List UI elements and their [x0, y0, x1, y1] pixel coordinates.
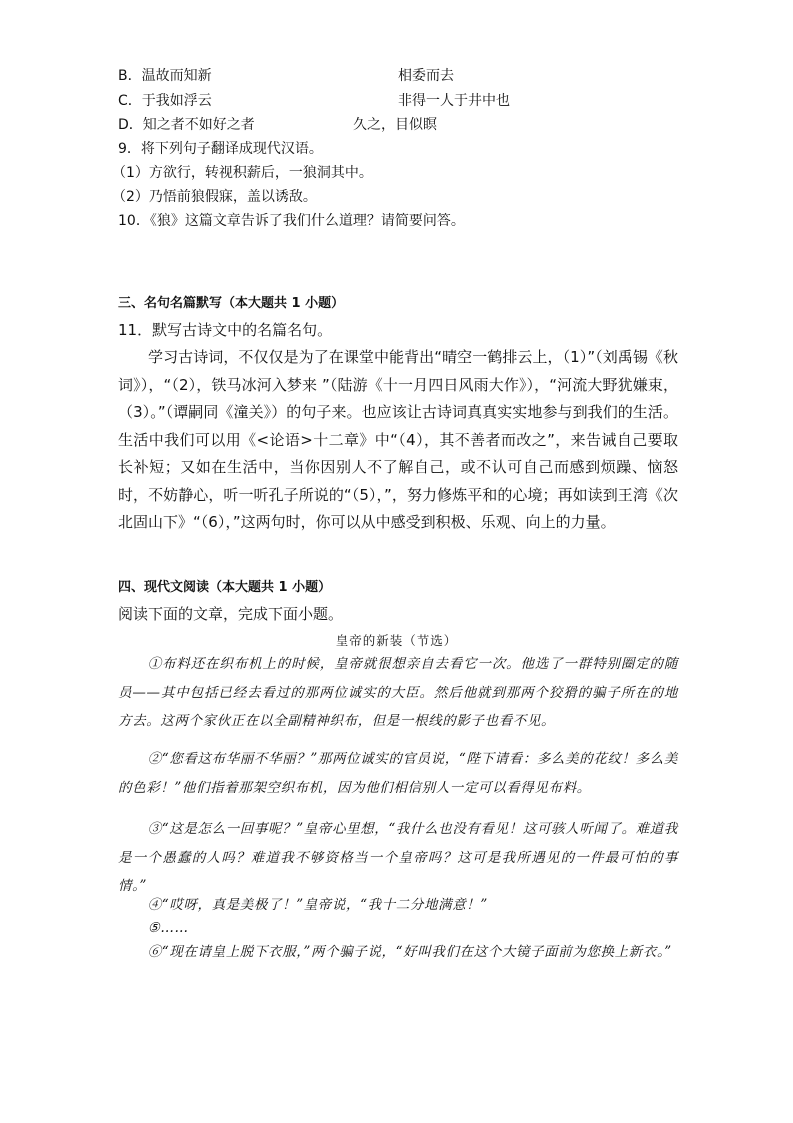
- reading-instruction: 阅读下面的文章，完成下面小题。: [118, 605, 344, 623]
- story-paragraph-3: ③“这是怎么一回事呢？”皇帝心里想，“我什么也没有看见！这可骇人听闻了。难道我是一个愚蠢的人吗？难道我不够资格当一个皇帝吗？这可是我所遇见的一件最可怕的事情。”: [118, 821, 678, 894]
- story-paragraph-6: ⑥“现在请皇上脱下衣服，”两个骗子说，“好叫我们在这个大镜子面前为您换上新衣。”: [147, 944, 672, 960]
- story-paragraph-5: ⑤……: [147, 920, 189, 936]
- q9-stem: 9．将下列句子翻译成现代汉语。: [118, 141, 323, 157]
- section-4-heading: 四、现代文阅读（本大题共 1 小题）: [118, 580, 332, 595]
- q8-option-c-pair: 非得一人于井中也: [398, 93, 510, 109]
- q9-item-1: （1）方欲行，转视积薪后，一狼洞其中。: [112, 165, 373, 181]
- story-paragraph-4: ④“哎呀，真是美极了！”皇帝说，“我十二分地满意！”: [147, 897, 488, 913]
- q8-option-b-pair: 相委而去: [398, 68, 454, 84]
- q8-option-d-pair: 久之，目似瞑: [353, 117, 437, 133]
- article-title: 皇帝的新装（节选）: [335, 633, 458, 648]
- story-paragraph-2: ②“您看这布华丽不华丽？”那两位诚实的官员说，“陛下请看：多么美的花纹！多么美的色彩！”他们指着那架空织布机，因为他们相信别人一定可以看得见布料。: [118, 751, 678, 796]
- q11-passage: 学习古诗词，不仅仅是为了在课堂中能背出“晴空一鹤排云上，（1）”（刘禹锡《秋词》），“（2），铁马冰河入梦来 ”（陆游《十一月四日风雨大作》），“河流大野犹嫌束，（3）。”（谭嗣同《潼关》）的句子来。也应该让古诗词真真实实地参与到我们的生活。生活中我们可以用《<论语>十二章》中“（4），其不善者而改之”，来告诫自己要取长补短；又如在生活中，当你因别人不了解自己，或不认可自己而感到烦躁、恼怒时，不妨静心，听一听孔子所说的“（5），”，努力修炼平和的心境；再如读到王湾《次北固山下》“（6），”这两句时，你可以从中感受到积极、乐观、向上的力量。: [118, 348, 678, 531]
- q8-option-d: D．知之者不如好之者: [118, 117, 255, 133]
- q9-item-2: （2）乃悟前狼假寐，盖以诱敌。: [112, 189, 317, 205]
- q8-option-b: B．温故而知新: [118, 68, 212, 84]
- q11-stem: 11．默写古诗文中的名篇名句。: [118, 321, 333, 339]
- story-paragraph-1: ①布料还在织布机上的时候，皇帝就很想亲自去看它一次。他选了一群特别圈定的随员——其中包括已经去看过的那两位诚实的大臣。然后他就到那两个狡猾的骗子所在的地方去。这两个家伙正在以全副精神织布，但是一根线的影子也看不见。: [118, 656, 678, 729]
- q10-stem: 10．《狼》这篇文章告诉了我们什么道理？请简要问答。: [118, 213, 465, 229]
- section-3-heading: 三、名句名篇默写（本大题共 1 小题）: [118, 296, 345, 311]
- q8-option-c: C．于我如浮云: [118, 93, 212, 109]
